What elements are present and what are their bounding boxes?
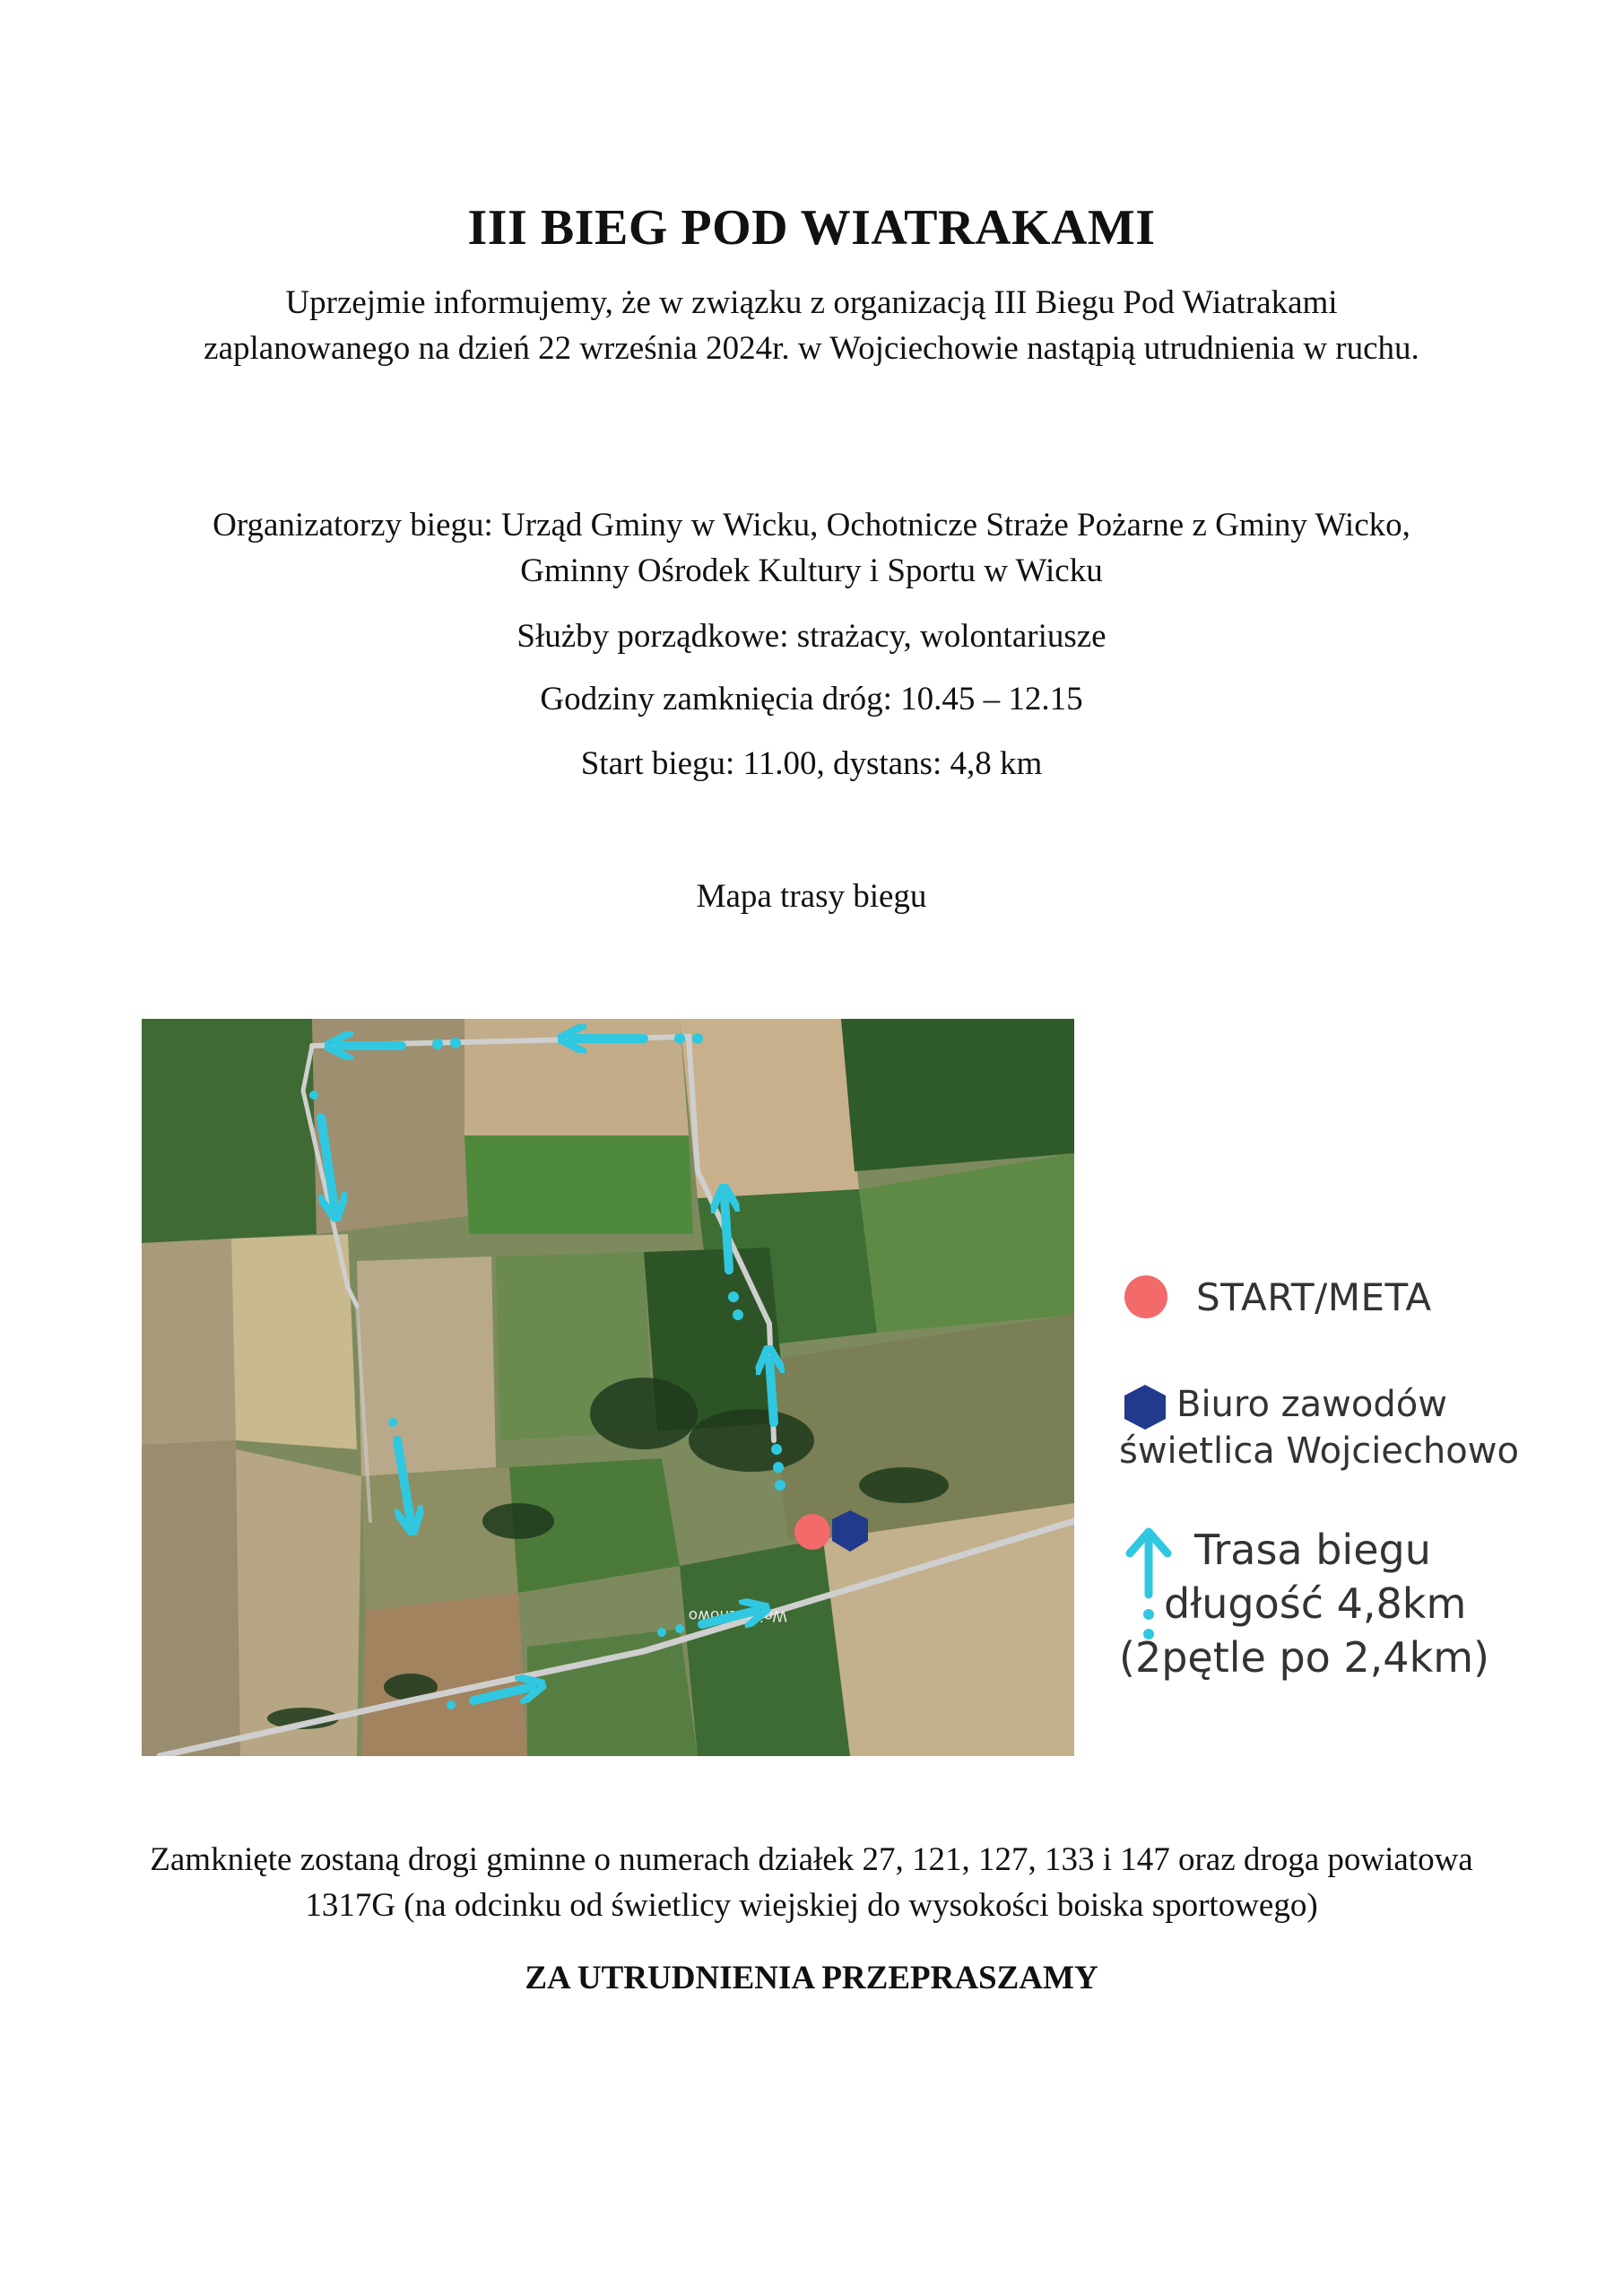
document-title: III BIEG POD WIATRAKAMI [467,200,1156,256]
intro-paragraph: Uprzejmie informujemy, że w związku z organizacją III Biegu Pod Wiatrakami zaplanowanego na dzień 22 września 2024r. w Wojciechowie nastąpią utrudnienia w ruchu. [204,284,1419,367]
map-caption: Mapa trasy biegu [696,878,927,915]
red-dot-icon [1124,1275,1167,1318]
road-closure-hours: Godziny zamknięcia dróg: 10.45 – 12.15 [540,681,1083,718]
route-arrow [769,1360,774,1422]
legend-route-line3: (2pętle po 2,4km) [1119,1633,1489,1682]
apology-line: ZA UTRUDNIENIA PRZEPRASZAMY [525,1960,1098,1996]
legend-race-office-text [1119,1381,1524,1474]
legend-start-meta-label: START/META [1196,1275,1432,1319]
legend-route-line2: długość 4,8km [1164,1579,1467,1628]
map-legend [1119,994,1524,1756]
satellite-route-map [142,1019,1074,1756]
organizers-paragraph: Organizatorzy biegu: Urząd Gminy w Wicku, Ochotnicze Straże Pożarne z Gminy Wicko, Gminny Ośrodek Kultury i Sportu w Wicku [213,507,1410,589]
legend-route-line1: Trasa biegu [1194,1526,1431,1574]
services-line: Służby porządkowe: strażacy, wolontariusze [516,618,1107,655]
start-meta-marker [794,1514,830,1550]
legend-route-text [1119,1523,1524,1684]
route-map-figure [142,994,1524,1756]
legend-office-line1: Biuro zawodów [1176,1384,1447,1425]
route-arrow [725,1198,729,1270]
legend-office-line2: świetlica Wojciechowo [1119,1431,1519,1472]
race-start-info: Start biegu: 11.00, dystans: 4,8 km [580,745,1043,782]
map-village-label: Wojciechowo [688,1606,787,1624]
road-closure-paragraph: Zamknięte zostaną drogi gminne o numerach działek 27, 121, 127, 133 i 147 oraz droga powiatowa 1317G (na odcinku od świetlicy wiejskiej do wysokości boiska sportowego) [150,1841,1473,1924]
